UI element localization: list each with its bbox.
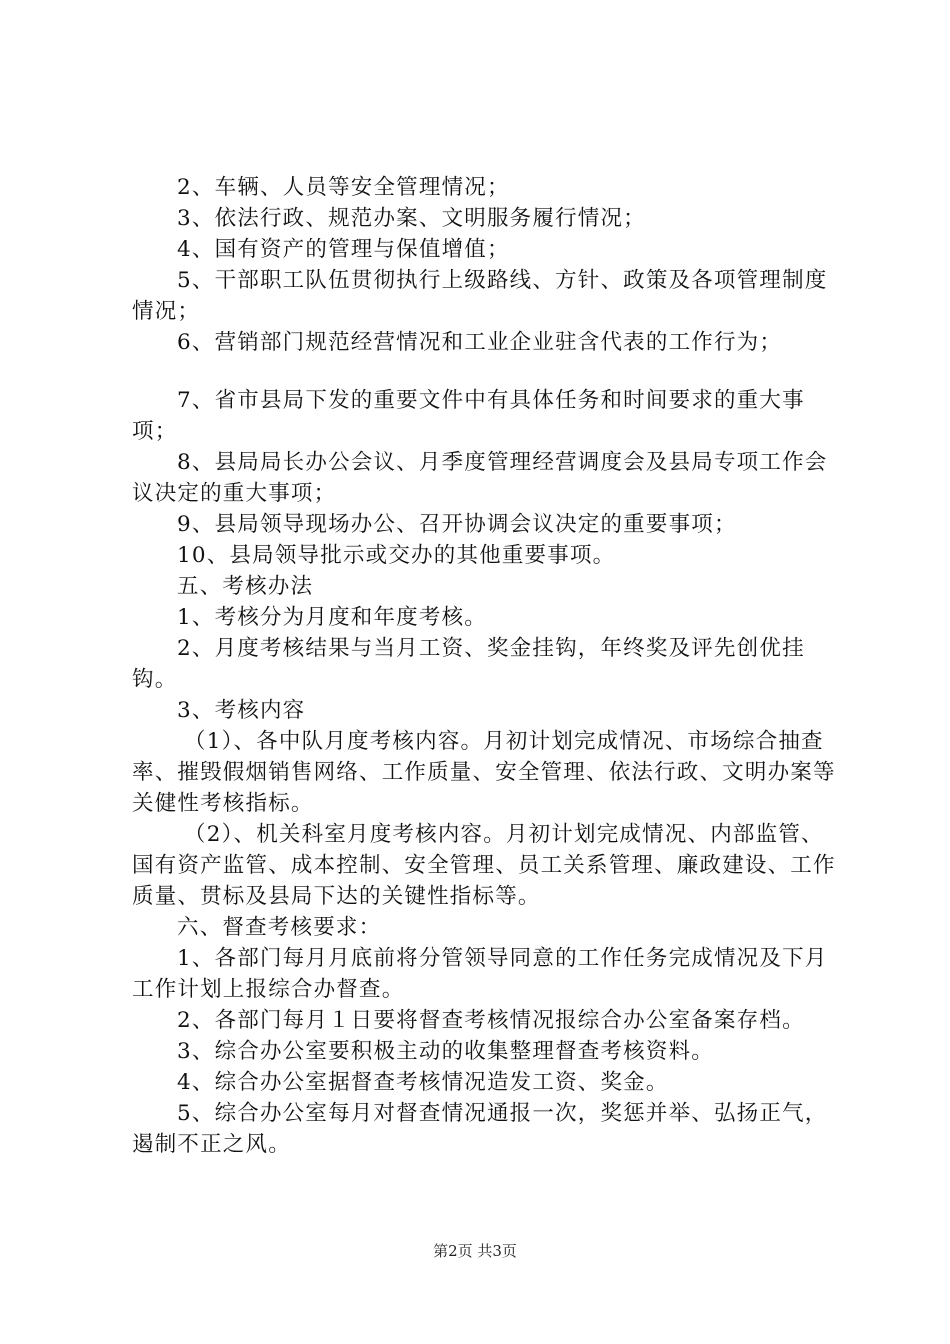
paragraph-assess-3-1: （1）、各中队月度考核内容。月初计划完成情况、市场综合抽查率、摧毁假烟销售网络、工作质量、安全管理、依法行政、文明办案等关健性考核指标。 xyxy=(132,729,836,816)
paragraph-spacer xyxy=(132,358,840,385)
paragraph-assess-1: 1、考核分为月度和年度考核。 xyxy=(177,605,487,630)
paragraph-assess-3-2: （2）、机关科室月度考核内容。月初计划完成情况、内部监管、国有资产监管、成本控制、安全管理、员工关系管理、廉政建设、工作质量、贯标及县局下达的关键性指标等。 xyxy=(132,822,836,909)
paragraph-require-2: 2、各部门每月１日要将督查考核情况报综合办公室备案存档。 xyxy=(177,1008,805,1033)
paragraph-item-10: 10、县局领导批示或交办的其他重要事项。 xyxy=(177,543,616,568)
paragraph-item-4: 4、国有资产的管理与保值增值； xyxy=(177,237,510,262)
paragraph-require-5: 5、综合办公室每月对督查情况通报一次，奖惩并举、弘扬正气，遏制不正之风。 xyxy=(132,1101,828,1157)
section-heading-five: 五、考核办法 xyxy=(177,574,314,599)
document-body xyxy=(132,172,840,1160)
paragraph-item-7: 7、省市县局下发的重要文件中有具体任务和时间要求的重大事项； xyxy=(132,388,805,444)
paragraph-require-1: 1、各部门每月月底前将分管领导同意的工作任务完成情况及下月工作计划上报综合办督查。 xyxy=(132,946,828,1002)
paragraph-item-2: 2、车辆、人员等安全管理情况； xyxy=(177,175,510,200)
paragraph-require-4: 4、综合办公室据督查考核情况造发工资、奖金。 xyxy=(177,1070,669,1095)
paragraph-assess-2: 2、月度考核结果与当月工资、奖金挂钩，年终奖及评先创优挂钩。 xyxy=(132,636,805,692)
paragraph-item-6: 6、营销部门规范经营情况和工业企业驻含代表的工作行为； xyxy=(177,330,783,355)
paragraph-item-5: 5、干部职工队伍贯彻执行上级路线、方针、政策及各项管理制度情况； xyxy=(132,268,828,324)
page-footer xyxy=(0,1241,950,1261)
paragraph-item-9: 9、县局领导现场办公、召开协调会议决定的重要事项； xyxy=(177,512,737,537)
paragraph-require-3: 3、综合办公室要积极主动的收集整理督查考核资料。 xyxy=(177,1039,714,1064)
paragraph-item-3: 3、依法行政、规范办案、文明服务履行情况； xyxy=(177,206,646,231)
paragraph-assess-3: 3、考核内容 xyxy=(177,698,306,723)
section-heading-six: 六、督查考核要求： xyxy=(177,915,382,940)
page-number-label: 第2页 共3页 xyxy=(433,1242,517,1260)
paragraph-item-8: 8、县局局长办公会议、月季度管理经营调度会及县局专项工作会议决定的重大事项； xyxy=(132,450,828,506)
